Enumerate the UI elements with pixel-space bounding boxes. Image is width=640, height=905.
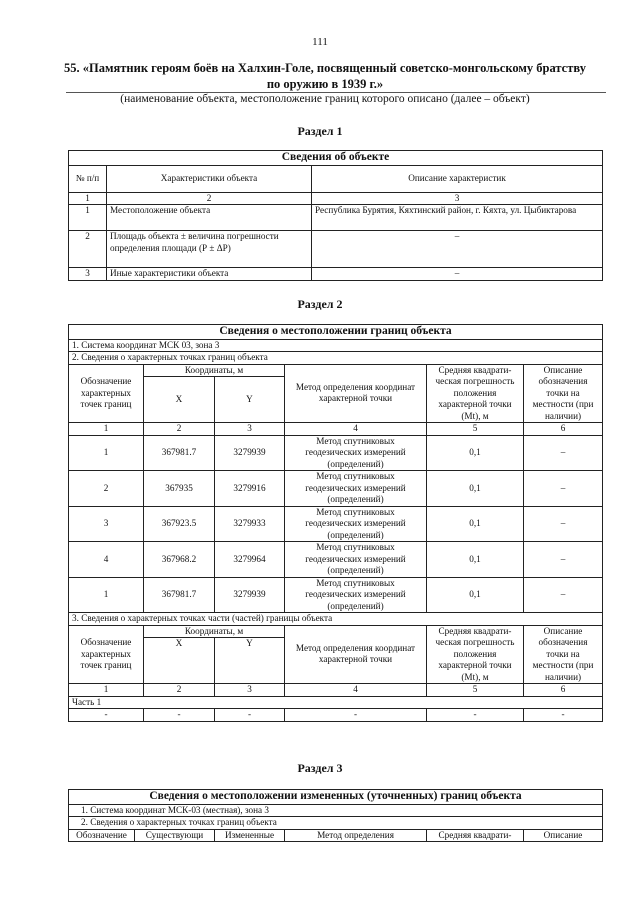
point-y: 3279939 xyxy=(215,435,285,471)
table-row xyxy=(69,268,603,281)
col-header-characteristics: Характеристики объекта xyxy=(107,165,312,192)
empty-cell: - xyxy=(524,709,603,722)
point-x: 367968.2 xyxy=(144,542,215,578)
point-id: 1 xyxy=(69,435,144,471)
table-row xyxy=(69,205,603,231)
section1-heading: Раздел 1 xyxy=(297,124,343,138)
empty-cell: - xyxy=(69,709,144,722)
point-mt: 0,1 xyxy=(427,542,524,578)
row-characteristic: Иные характеристики объекта xyxy=(107,268,312,281)
point-y: 3279939 xyxy=(215,577,285,613)
document-subtitle: (наименование объекта, местоположение границ которого описано (далее – объект) xyxy=(120,93,530,105)
col-header-designation: Обозначение xyxy=(69,829,135,842)
col-header-error: Средняя квадрати- xyxy=(427,829,524,842)
section3-table-title: Сведения о местоположении измененных (уточненных) границ объекта xyxy=(69,790,603,805)
point-id: 1 xyxy=(69,577,144,613)
table-row xyxy=(69,471,603,507)
col-header-designation: Обозначение характерных точек границ xyxy=(69,364,144,423)
table-row xyxy=(69,506,603,542)
point-id: 4 xyxy=(69,542,144,578)
point-mt: 0,1 xyxy=(427,435,524,471)
point-id: 3 xyxy=(69,506,144,542)
col-header-error: Средняя квадрати-ческая погрешность положения характерной точки (Mt), м xyxy=(427,364,524,423)
section3-heading: Раздел 3 xyxy=(297,761,343,775)
point-y: 3279964 xyxy=(215,542,285,578)
index-cell: 3 xyxy=(215,684,285,697)
col-header-y: Y xyxy=(215,638,285,684)
col-header-error: Средняя квадрати-ческая погрешность положения характерной точки (Mt), м xyxy=(427,625,524,684)
row-description: – xyxy=(312,268,603,281)
point-description: – xyxy=(524,435,603,471)
point-description: – xyxy=(524,542,603,578)
points-subtitle: 2. Сведения о характерных точках границ объекта xyxy=(69,352,603,365)
row-number: 3 xyxy=(69,268,107,281)
empty-cell: - xyxy=(285,709,427,722)
part-label: Часть 1 xyxy=(69,696,603,709)
index-cell: 4 xyxy=(285,423,427,436)
table-row xyxy=(69,577,603,613)
point-description: – xyxy=(524,471,603,507)
point-y: 3279933 xyxy=(215,506,285,542)
table-row xyxy=(69,709,603,722)
points-subtitle: 2. Сведения о характерных точках границ объекта xyxy=(69,817,603,830)
document-title: 55. «Памятник героям боёв на Халхин-Голе, посвященный советско-монгольскому братству по оружию в 1939 г.» xyxy=(64,61,586,91)
point-y: 3279916 xyxy=(215,471,285,507)
index-cell: 5 xyxy=(427,684,524,697)
point-method: Метод спутниковых геодезических измерений (определений) xyxy=(285,435,427,471)
point-mt: 0,1 xyxy=(427,471,524,507)
point-id: 2 xyxy=(69,471,144,507)
point-method: Метод спутниковых геодезических измерений (определений) xyxy=(285,471,427,507)
index-cell: 2 xyxy=(107,192,312,205)
section1-table xyxy=(68,150,603,281)
table-row xyxy=(69,435,603,471)
index-cell: 6 xyxy=(524,423,603,436)
point-x: 367981.7 xyxy=(144,435,215,471)
point-mt: 0,1 xyxy=(427,506,524,542)
index-cell: 1 xyxy=(69,684,144,697)
col-header-point-description: Описание xyxy=(524,829,603,842)
section2-table xyxy=(68,324,603,722)
section2-heading: Раздел 2 xyxy=(297,297,343,311)
part-points-subtitle: 3. Сведения о характерных точках части (частей) границы объекта xyxy=(69,613,603,626)
col-header-description: Описание характеристик xyxy=(312,165,603,192)
col-header-designation: Обозначение характерных точек границ xyxy=(69,625,144,684)
table-row xyxy=(69,542,603,578)
table-row xyxy=(69,231,603,268)
row-number: 1 xyxy=(69,205,107,231)
index-cell: 2 xyxy=(144,423,215,436)
section3-table xyxy=(68,789,603,842)
point-method: Метод спутниковых геодезических измерений (определений) xyxy=(285,506,427,542)
col-header-x: X xyxy=(144,638,215,684)
row-characteristic: Площадь объекта ± величина погрешности определения площади (Р ± ΔР) xyxy=(107,231,312,268)
index-cell: 3 xyxy=(312,192,603,205)
col-header-point-description: Описание обозначения точки на местности (при наличии) xyxy=(524,625,603,684)
row-description: – xyxy=(312,231,603,268)
row-number: 2 xyxy=(69,231,107,268)
index-cell: 6 xyxy=(524,684,603,697)
col-header-changed: Измененные xyxy=(215,829,285,842)
page-number: 111 xyxy=(312,36,328,48)
col-header-y: Y xyxy=(215,377,285,423)
point-x: 367981.7 xyxy=(144,577,215,613)
point-x: 367923.5 xyxy=(144,506,215,542)
row-description: Республика Бурятия, Кяхтинский район, г. Кяхта, ул. Цыбиктарова xyxy=(312,205,603,231)
index-cell: 5 xyxy=(427,423,524,436)
section1-table-title: Сведения об объекте xyxy=(69,151,603,166)
point-mt: 0,1 xyxy=(427,577,524,613)
index-cell: 3 xyxy=(215,423,285,436)
index-cell: 4 xyxy=(285,684,427,697)
point-description: – xyxy=(524,577,603,613)
index-cell: 1 xyxy=(69,192,107,205)
col-header-x: X xyxy=(144,377,215,423)
coordinate-system: 1. Система координат МСК 03, зона 3 xyxy=(69,339,603,352)
section2-table-title: Сведения о местоположении границ объекта xyxy=(69,325,603,340)
index-cell: 2 xyxy=(144,684,215,697)
col-header-coordinates: Координаты, м xyxy=(144,364,285,377)
row-characteristic: Местоположение объекта xyxy=(107,205,312,231)
col-header-existing: Существующи xyxy=(135,829,215,842)
col-header-coordinates: Координаты, м xyxy=(144,625,285,638)
col-header-number: № п/п xyxy=(69,165,107,192)
col-header-method: Метод определения координат характерной точки xyxy=(285,625,427,684)
point-description: – xyxy=(524,506,603,542)
coordinate-system: 1. Система координат МСК-03 (местная), зона 3 xyxy=(69,804,603,817)
point-x: 367935 xyxy=(144,471,215,507)
col-header-method: Метод определения xyxy=(285,829,427,842)
col-header-method: Метод определения координат характерной точки xyxy=(285,364,427,423)
point-method: Метод спутниковых геодезических измерений (определений) xyxy=(285,542,427,578)
empty-cell: - xyxy=(215,709,285,722)
empty-cell: - xyxy=(144,709,215,722)
point-method: Метод спутниковых геодезических измерений (определений) xyxy=(285,577,427,613)
col-header-point-description: Описание обозначения точки на местности (при наличии) xyxy=(524,364,603,423)
index-cell: 1 xyxy=(69,423,144,436)
empty-cell: - xyxy=(427,709,524,722)
